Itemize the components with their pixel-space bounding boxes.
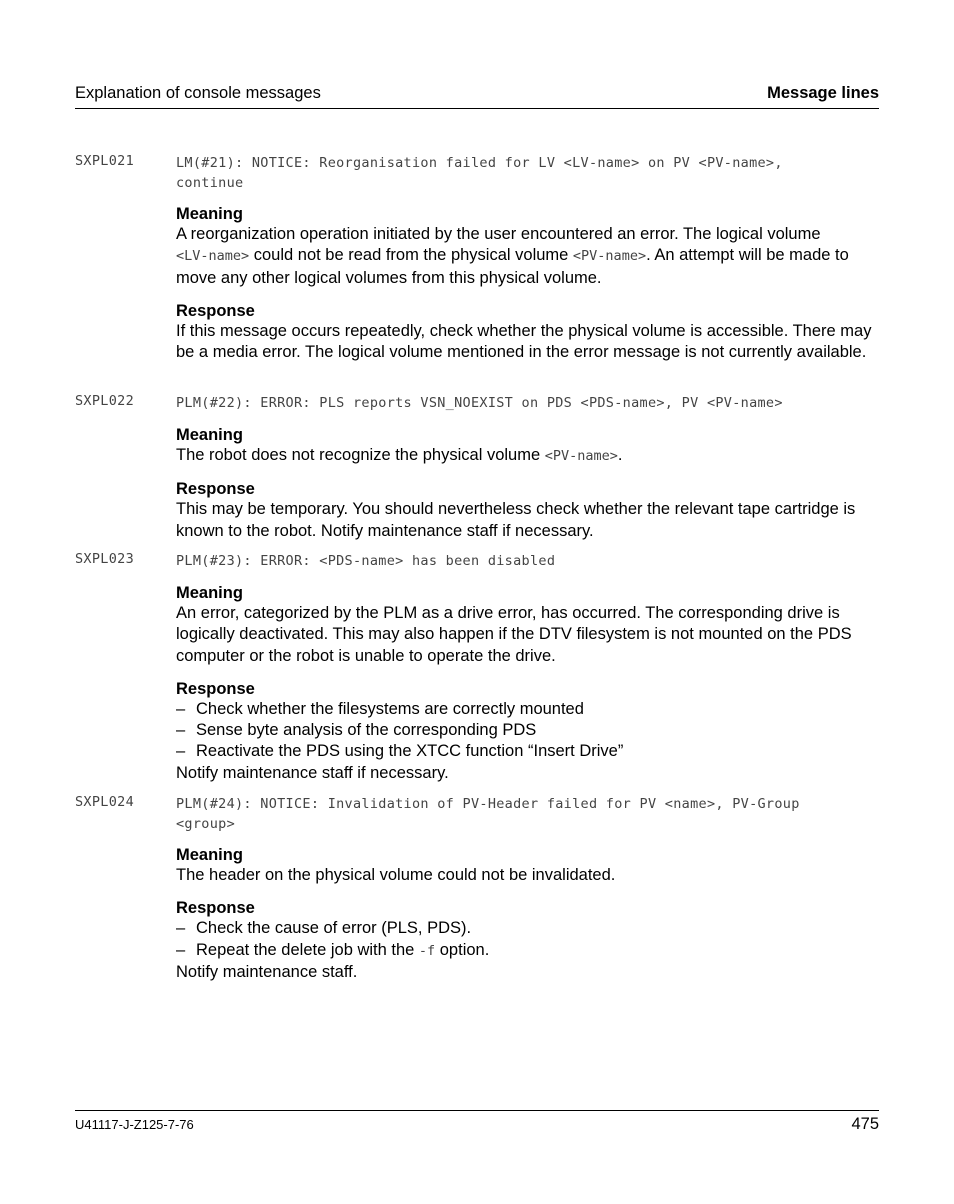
message-sxpl021 — [75, 153, 879, 363]
response-text: If this message occurs repeatedly, check whether the physical volume is accessible. There may be a media error. The logical volume mentioned in the error message is not currently available. — [176, 321, 872, 362]
meaning-heading: Meaning — [176, 846, 243, 864]
list-item: – Sense byte analysis of the corresponding PDS — [176, 721, 537, 740]
meaning-text: An error, categorized by the PLM as a drive error, has occurred. The corresponding drive is logically deactivated. This may also happen if the DTV filesystem is not mounted on the PDS computer or the robot is unable to operate the drive. — [176, 604, 852, 665]
meaning-heading: Meaning — [176, 426, 243, 444]
meaning-heading: Meaning — [176, 584, 243, 602]
response-note: Notify maintenance staff. — [176, 962, 358, 981]
message-sxpl024 — [75, 794, 879, 983]
list-item: – Reactivate the PDS using the XTCC function “Insert Drive” — [176, 742, 624, 761]
message-code: SXPL021 — [75, 153, 134, 169]
meaning-text: A reorganization operation initiated by the user encountered an error. The logical volume <LV-name> could not be read from the physical volume <PV-name>. An attempt will be made to move any other logical volumes from this physical volume. — [176, 225, 849, 287]
meaning-heading: Meaning — [176, 205, 243, 223]
response-heading: Response — [176, 679, 255, 698]
list-item: – Check whether the filesystems are correctly mounted — [176, 699, 584, 718]
message-code: SXPL023 — [75, 551, 134, 567]
message-text: PLM(#22): ERROR: PLS reports VSN_NOEXIST on PDS <PDS-name>, PV <PV-name> — [176, 395, 783, 411]
message-sxpl022 — [75, 393, 879, 542]
response-note: Notify maintenance staff if necessary. — [176, 763, 449, 782]
page-number: 475 — [851, 1115, 879, 1133]
header-title: Explanation of console messages — [75, 84, 321, 102]
response-heading: Response — [176, 899, 255, 918]
message-text: PLM(#23): ERROR: <PDS-name> has been disabled — [176, 553, 556, 569]
response-heading: Response — [176, 301, 255, 320]
message-text-cont: continue — [176, 175, 244, 191]
page-footer — [75, 1110, 879, 1133]
response-heading: Response — [176, 480, 255, 499]
meaning-text: The robot does not recognize the physical volume <PV-name>. — [176, 446, 623, 464]
meaning-text: The header on the physical volume could not be invalidated. — [176, 866, 616, 884]
document-number: U41117-J-Z125-7-76 — [75, 1117, 194, 1132]
list-item: – Check the cause of error (PLS, PDS). — [176, 919, 472, 938]
header-section: Message lines — [767, 84, 879, 102]
message-code: SXPL022 — [75, 393, 134, 409]
message-sxpl023 — [75, 551, 879, 784]
page-header — [75, 84, 879, 109]
message-text: PLM(#24): NOTICE: Invalidation of PV-Header failed for PV <name>, PV-Group — [176, 796, 800, 812]
message-code: SXPL024 — [75, 794, 134, 810]
response-text: This may be temporary. You should nevertheless check whether the relevant tape cartridge is known to the robot. Notify maintenance staff if necessary. — [176, 500, 856, 540]
message-text-cont: <group> — [176, 816, 235, 832]
list-item: – Repeat the delete job with the -f option. — [176, 940, 490, 959]
message-text: LM(#21): NOTICE: Reorganisation failed for LV <LV-name> on PV <PV-name>, — [176, 155, 783, 171]
